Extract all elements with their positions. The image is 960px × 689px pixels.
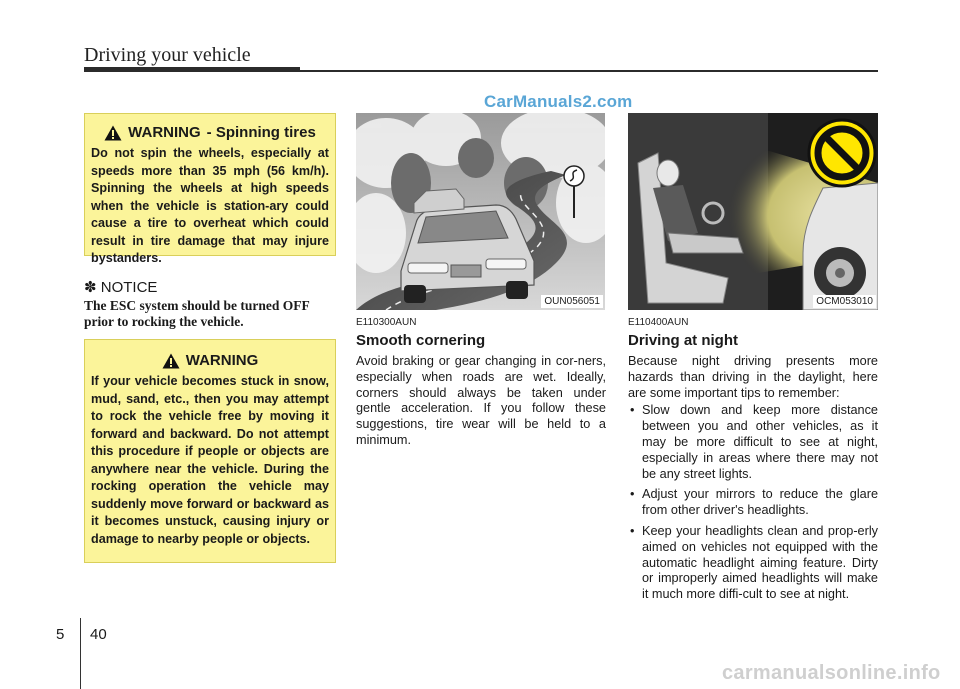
warning-text: Do not spin the wheels, especially at speeds more than 35 mph (56 km/h). Spinning the wheels at high speeds when the vehicle is station-ary could cause a tire to overheat which could result in tire damage that may injure bystanders.: [91, 146, 329, 265]
section-title: Smooth cornering: [356, 332, 486, 349]
notice-text: The ESC system should be turned OFF prior to rocking the vehicle.: [84, 298, 310, 329]
section-body: Avoid braking or gear changing in cor-ners, especially when roads are wet. Ideally, corners should always be taken under gentle acceleration. If you follow these suggestions, tire wear will be held to a minimum.: [356, 354, 606, 447]
warning-heading: [91, 352, 329, 369]
section-intro: Because night driving presents more hazards than driving in the daylight, here are some important tips to remember:: [628, 354, 878, 400]
figure-night-driving: [628, 113, 878, 310]
warning-subtitle: - Spinning tires: [206, 124, 316, 141]
warning-title: WARNING: [185, 352, 259, 369]
figure-code: OCM053010: [813, 295, 876, 308]
section-smooth-cornering: [356, 317, 606, 449]
header-rule-thin: [300, 70, 878, 72]
warning-box-stuck-vehicle: [84, 339, 336, 563]
cornering-illustration: [356, 113, 605, 310]
section-number: 5: [56, 626, 65, 643]
warning-box-spinning-tires: [84, 113, 336, 265]
warning-heading: [91, 124, 329, 141]
page-number-divider: [80, 618, 81, 689]
warning-triangle-icon: [162, 353, 180, 369]
header-rule-thick: [84, 67, 300, 72]
page-header-title: Driving your vehicle: [84, 44, 251, 66]
notice-esc: [84, 278, 336, 330]
section-title: Driving at night: [628, 332, 738, 349]
night-driving-illustration: [628, 113, 878, 310]
notice-symbol-icon: ✽: [84, 279, 97, 296]
figure-code: OUN056051: [541, 295, 603, 308]
list-item: • Slow down and keep more distance between you and other vehicles, as it may be more difficult to see at night, especially in areas where there may not be any street lights.: [628, 403, 878, 482]
warning-title: WARNING: [128, 124, 201, 141]
notice-title: NOTICE: [100, 279, 158, 296]
section-driving-at-night: [628, 317, 878, 608]
page-number: 40: [90, 626, 107, 643]
list-item: • Adjust your mirrors to reduce the glare from other driver's headlights.: [628, 487, 878, 519]
watermark-carmanualsonline[interactable]: carmanualsonline.info: [722, 662, 941, 684]
figure-car-cornering: [356, 113, 605, 310]
section-code: E110300AUN: [356, 317, 417, 328]
notice-heading: [84, 278, 336, 296]
tips-list: [628, 403, 878, 603]
warning-text: If your vehicle becomes stuck in snow, mud, sand, etc., then you may attempt to rock the vehicle free by moving it forward and backward. Do not attempt this procedure if people or objects are anywhere near the vehicle. During the rocking operation the vehicle may suddenly move forward or backward as it becomes unstuck, causing injury or damage to nearby people or objects.: [91, 374, 329, 546]
watermark-carmanuals2[interactable]: CarManuals2.com: [484, 92, 633, 111]
section-code: E110400AUN: [628, 317, 689, 328]
warning-triangle-icon: [104, 125, 122, 141]
list-item: • Keep your headlights clean and prop-erly aimed on vehicles not equipped with the automatic headlight aiming feature. Dirty or improperly aimed headlights will make it much more diffi-cult to see at night.: [628, 524, 878, 603]
